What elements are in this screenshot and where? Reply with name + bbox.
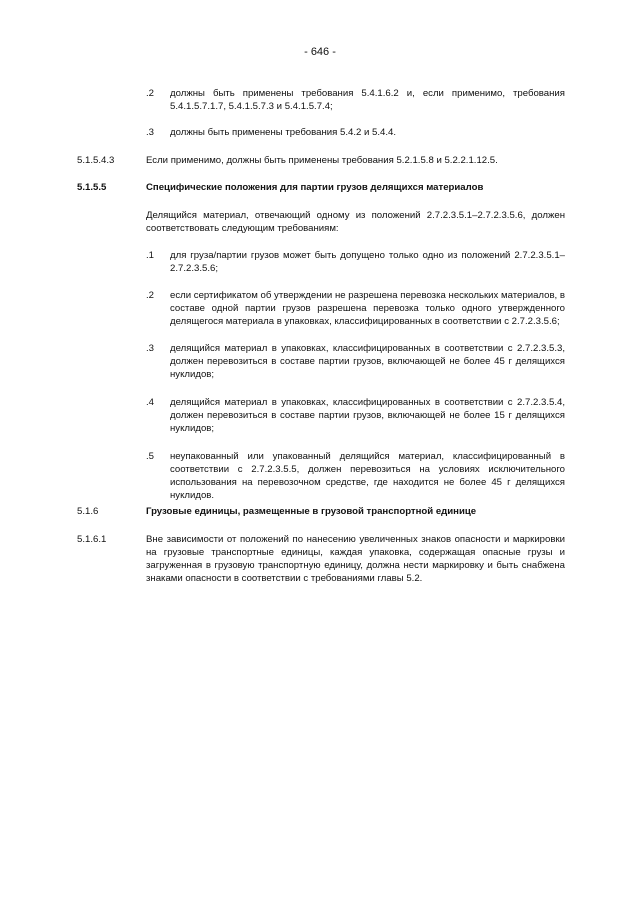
list-item-text: должны быть применены требования 5.4.2 и 5.4.4. <box>170 127 397 138</box>
section-heading: Специфические положения для партии грузов делящихся материалов <box>146 182 484 193</box>
section-number: 5.1.5.4.3 <box>77 155 115 166</box>
list-item-number: .4 <box>146 397 155 408</box>
list-item-text: должны быть применены требования 5.4.1.6.2 и, если применимо, требования 5.4.1.5.7.1.7, 5.4.1.5.7.3 и 5.4.1.5.7.4; <box>170 88 565 112</box>
list-item-text: делящийся материал в упаковках, классифицированных в соответствии с 2.7.2.3.5.3, должен перевозиться в составе партии грузов, включающей не более 45 г делящихся нуклидов; <box>170 343 565 380</box>
section-intro: Делящийся материал, отвечающий одному из положений 2.7.2.3.5.1–2.7.2.3.5.6, должен соответствовать следующим требованиям: <box>146 210 565 234</box>
list-item-number: .3 <box>146 127 155 138</box>
list-item-number: .2 <box>146 290 155 301</box>
section-number: 5.1.6.1 <box>77 534 107 545</box>
page-number: - 646 - <box>304 46 336 58</box>
section-heading: Грузовые единицы, размещенные в грузовой транспортной единице <box>146 506 477 517</box>
list-item-text: делящийся материал в упаковках, классифицированных в соответствии с 2.7.2.3.5.4, должен перевозиться в составе партии грузов, включающей не более 15 г делящихся нуклидов; <box>170 397 565 434</box>
list-item-number: .5 <box>146 451 155 462</box>
section-number: 5.1.6 <box>77 506 99 517</box>
list-item-text: для груза/партии грузов может быть допущено только одно из положений 2.7.2.3.5.1–2.7.2.3.5.6; <box>170 250 565 274</box>
section-number: 5.1.5.5 <box>77 182 107 193</box>
list-item-number: .1 <box>146 250 155 261</box>
list-item-text: если сертификатом об утверждении не разрешена перевозка нескольких материалов, в составе одной партии грузов разрешена перевозка только одного утвержденного делящегося материала в упаковках, классифицированных в соответствии с 2.7.2.3.5.6; <box>170 290 565 327</box>
section-text: Вне зависимости от положений по нанесению увеличенных знаков опасности и маркировки на грузовые транспортные единицы, каждая упаковка, содержащая опасные грузы и загруженная в грузовую транспортную единицу, должна нести маркировку и быть снабжена знаками опасности в соответствии с требованиями главы 5.2. <box>146 534 565 584</box>
section-text: Если применимо, должны быть применены требования 5.2.1.5.8 и 5.2.2.1.12.5. <box>146 155 498 166</box>
list-item-text: неупакованный или упакованный делящийся материал, классифицированный в соответствии с 2.7.2.3.5.5, должен перевозиться на условиях исключительного использования на перевозочном средстве, где находится не более 45 г делящихся нуклидов. <box>170 451 565 501</box>
list-item-number: .3 <box>146 343 155 354</box>
list-item-number: .2 <box>146 88 155 99</box>
